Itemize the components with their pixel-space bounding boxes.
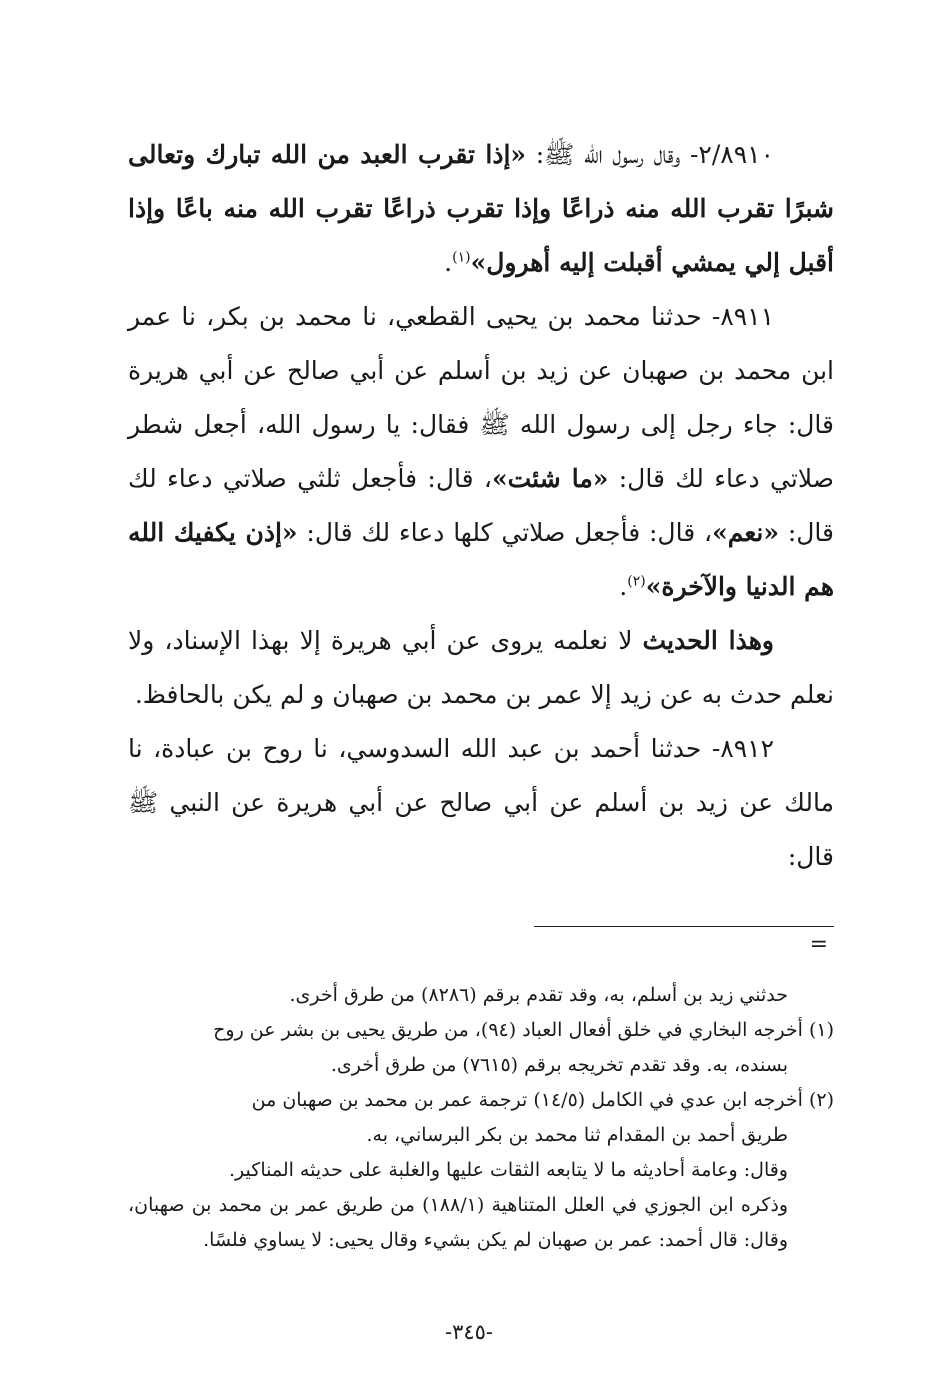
footnote-number: (٢)	[808, 1089, 834, 1111]
sentence-end: .	[619, 572, 628, 601]
hadith-text: حدثنا محمد بن يحيى القطعي، نا محمد بن بكر، نا عمر ابن محمد بن صهبان عن زيد بن أسلم عن أبي صالح عن أبي هريرة قال: جاء رجل إلى رسول الله ﷺ فقال: يا رسول الله، أجعل شطر صلاتي دعاء لك قال:	[128, 302, 834, 493]
footnote-ref-2: (٢)	[627, 573, 646, 590]
footnote-text: أخرجه ابن عدي في الكامل (١٤/٥) ترجمة عمر بن محمد بن صهبان من	[251, 1089, 809, 1111]
hadith-text: حدثنا أحمد بن عبد الله السدوسي، نا روح بن عبادة، نا مالك عن زيد بن أسلم عن أبي صالح عن أبي هريرة عن النبي ﷺ قال:	[128, 734, 834, 871]
footnote-continuation: حدثني زيد بن أسلم، به، وقد تقدم برقم (٨٢٨٦) من طرق أخرى.	[289, 984, 788, 1006]
hadith-text: ، قال: فأجعل ثلثي صلاتي دعاء لك قال:	[128, 464, 834, 547]
hadith-number: ٢/٨٩١٠-	[689, 140, 774, 169]
main-text	[128, 128, 834, 884]
hadith-number: ٨٩١٢-	[711, 734, 774, 763]
page-content	[128, 128, 834, 1258]
footnote-1	[128, 1013, 834, 1048]
hadith-8910	[128, 128, 834, 290]
sentence-end: .	[444, 248, 453, 277]
footnote-2-ibn-jawzi: وذكره ابن الجوزي في العلل المتناهية (١٨٨/١) من طريق عمر بن محمد بن صهبان، وقال: قال أحمد: عمر بن صهبان لم يكن بشيء وقال يحيى: لا يساوي فلسًا.	[128, 1194, 788, 1251]
page-number: -٣٤٥-	[444, 1320, 494, 1344]
footnote-2	[128, 1083, 834, 1118]
prophet-quote: «إذن يكفيك الله هم الدنيا والآخرة»	[128, 518, 834, 601]
footnote-number: (١)	[808, 1019, 834, 1041]
commentary-lead: وهذا الحديث	[642, 626, 775, 655]
footnote-1-continued: بسنده، به. وقد تقدم تخريجه برقم (٧٦١٥) من طرق أخرى.	[330, 1054, 788, 1076]
footnote-2-quote: وقال: وعامة أحاديثه ما لا يتابعه الثقات عليها والغلبة على حديثه المناكير.	[229, 1159, 788, 1181]
hadith-8911	[128, 290, 834, 614]
commentary	[128, 614, 834, 722]
hadith-number: ٨٩١١-	[711, 302, 774, 331]
hadith-matn: «إذا تقرب العبد من الله تبارك وتعالى شبرًا تقرب الله منه ذراعًا وإذا تقرب ذراعًا تقرب الله منه باعًا وإذا أقبل إلي يمشي أقبلت إليه أهرول»	[128, 140, 834, 277]
footnote-text: أخرجه البخاري في خلق أفعال العباد (٩٤)، من طريق يحيى بن بشر عن روح	[213, 1019, 809, 1041]
hadith-8912	[128, 722, 834, 884]
footnote-ref-1: (١)	[452, 249, 471, 266]
hadith-intro: وقال رسول الله ﷺ:	[526, 140, 690, 169]
separator-line	[534, 926, 834, 927]
footnote-2-continued: طريق أحمد بن المقدام ثنا محمد بن بكر البرساني، به.	[366, 1124, 788, 1146]
commentary-text: لا نعلمه يروى عن أبي هريرة إلا بهذا الإسناد، ولا نعلم حدث به عن زيد إلا عمر بن محمد بن صهبان و لم يكن بالحافظ.	[128, 626, 834, 709]
continuation-mark: =	[809, 932, 828, 957]
prophet-quote: «نعم»	[712, 518, 779, 547]
hadith-text: ، قال: فأجعل صلاتي كلها دعاء لك قال:	[297, 518, 713, 547]
footnote-separator	[128, 884, 834, 957]
footnotes	[128, 978, 834, 1258]
prophet-quote: «ما شئت»	[491, 464, 609, 493]
